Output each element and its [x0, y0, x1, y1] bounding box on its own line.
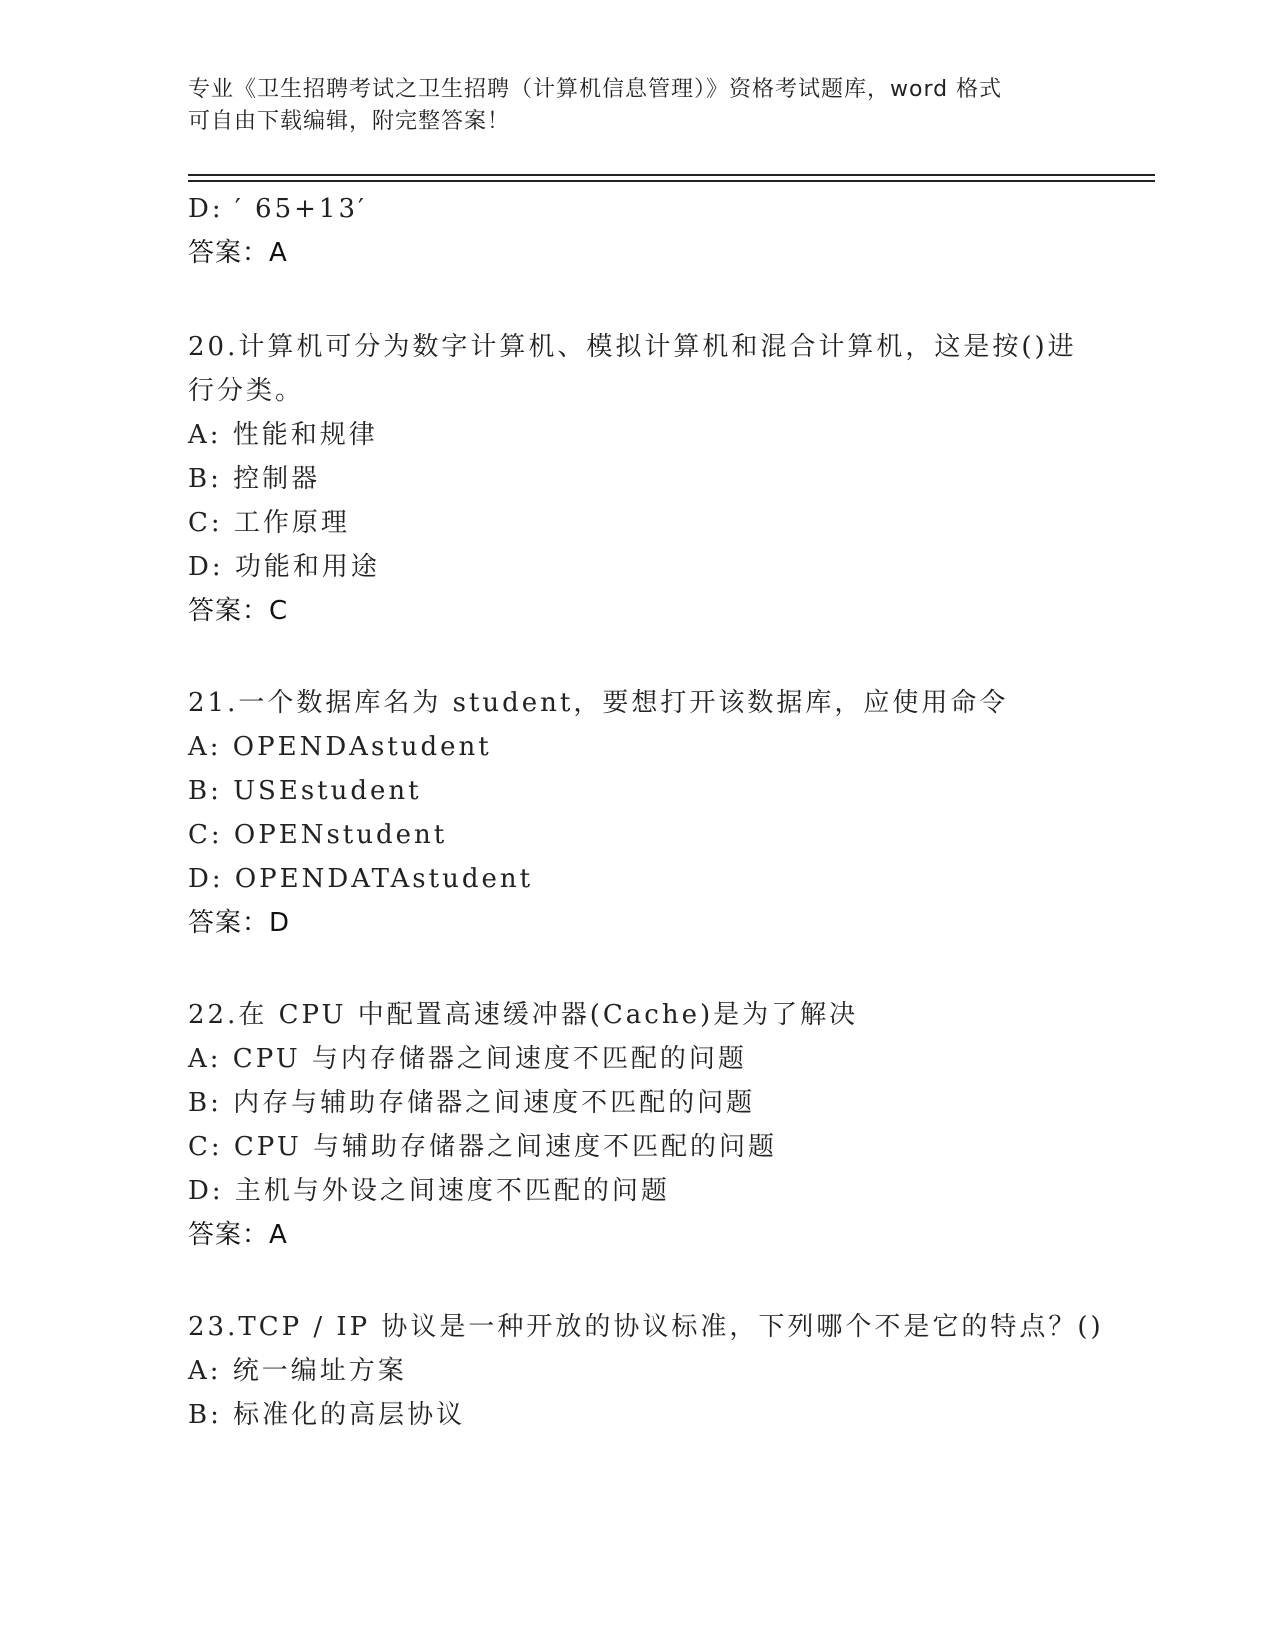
q21-option-d: D: OPENDATAstudent — [188, 864, 534, 894]
document-header — [188, 74, 1068, 138]
q23-option-b: B: 标准化的高层协议 — [188, 1400, 466, 1430]
q20-stem-line-2: 行分类。 — [188, 376, 305, 406]
q22-answer: 答案：A — [188, 1220, 288, 1250]
q20-stem-line-1: 20.计算机可分为数字计算机、模拟计算机和混合计算机，这是按()进 — [188, 332, 1077, 362]
q20-option-c: C: 工作原理 — [188, 508, 350, 538]
q23-option-a: A: 统一编址方案 — [188, 1356, 407, 1386]
q21-stem: 21.一个数据库名为 student，要想打开该数据库，应使用命令 — [188, 688, 1009, 718]
q23-stem: 23.TCP / IP 协议是一种开放的协议标准，下列哪个不是它的特点？() — [188, 1312, 1104, 1342]
q21-option-c: C: OPENstudent — [188, 820, 448, 850]
q21-answer: 答案：D — [188, 908, 291, 938]
q20-option-a: A: 性能和规律 — [188, 420, 378, 450]
q22-stem: 22.在 CPU 中配置高速缓冲器(Cache)是为了解决 — [188, 1000, 859, 1030]
q22-option-a: A: CPU 与内存储器之间速度不匹配的问题 — [188, 1044, 747, 1074]
header-line-1: 专业《卫生招聘考试之卫生招聘（计算机信息管理）》资格考试题库，word 格式 — [188, 77, 1003, 102]
header-divider-top — [188, 174, 1155, 176]
q21-option-a: A: OPENDAstudent — [188, 732, 492, 762]
q20-option-d: D: 功能和用途 — [188, 552, 380, 582]
header-line-2: 可自由下载编辑，附完整答案！ — [188, 109, 511, 134]
header-divider-bottom — [188, 180, 1155, 182]
q20-answer: 答案：C — [188, 596, 289, 626]
q22-option-b: B: 内存与辅助存储器之间速度不匹配的问题 — [188, 1088, 756, 1118]
q21-option-b: B: USEstudent — [188, 776, 422, 806]
q22-option-d: D: 主机与外设之间速度不匹配的问题 — [188, 1176, 670, 1206]
q19-answer: 答案：A — [188, 238, 288, 268]
q19-option-d: D: ′ 65+13′ — [188, 194, 367, 224]
q22-option-c: C: CPU 与辅助存储器之间速度不匹配的问题 — [188, 1132, 778, 1162]
q20-option-b: B: 控制器 — [188, 464, 321, 494]
